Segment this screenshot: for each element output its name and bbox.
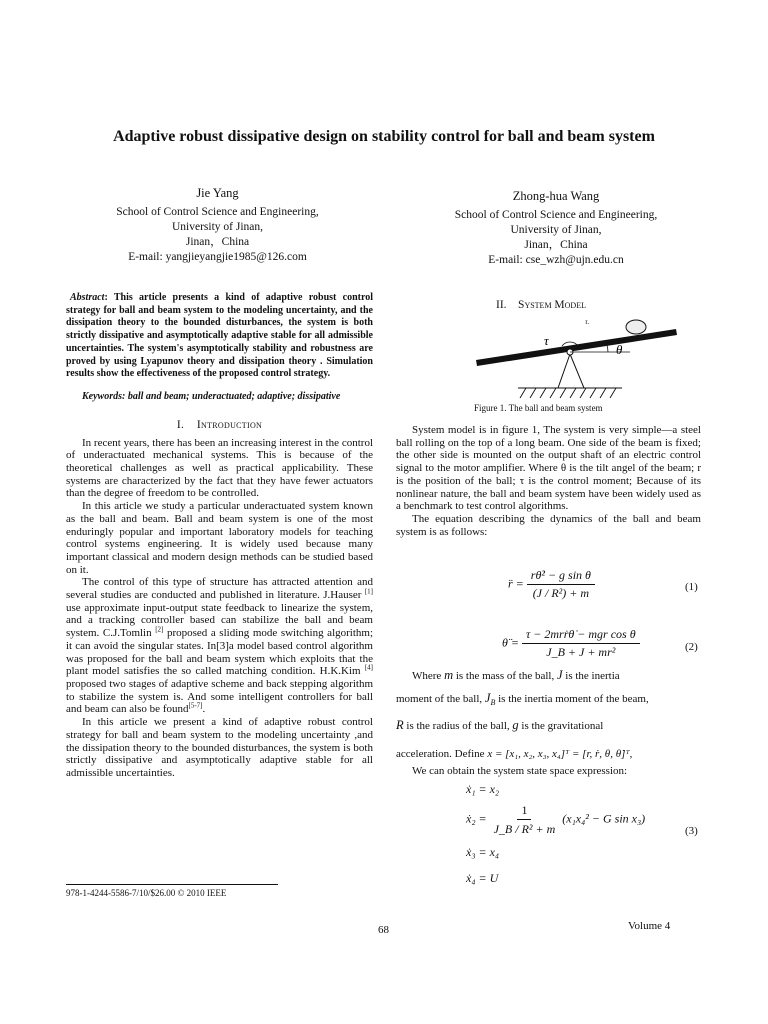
text-run: is the mass of the ball, bbox=[455, 670, 555, 682]
text-run: acceleration. Define bbox=[396, 748, 485, 761]
author-email: E-mail: yangjieyangjie1985@126.com bbox=[128, 251, 307, 263]
equation-denominator: J_B / R² + m bbox=[493, 822, 556, 836]
state-equation: ẋ₃ = x₄ bbox=[466, 845, 500, 859]
angle-arc bbox=[607, 345, 608, 352]
section-title: Introduction bbox=[196, 418, 263, 431]
copyright-footnote: 978-1-4244-5586-7/10/$26.00 © 2010 IEEE bbox=[66, 888, 227, 898]
text-run: use approximate input-output state feedback to linearize the system, and a tracking controller based can stabilize the ball and beam system. C.J.Tomlin bbox=[66, 601, 373, 640]
keywords: Keywords: ball and beam; underactuated; adaptive; dissipative bbox=[82, 390, 341, 402]
paragraph: The equation describing the dynamics of the ball and beam system is as follows: bbox=[396, 512, 701, 538]
author-name: Zhong-hua Wang bbox=[512, 189, 600, 203]
equation-2 bbox=[502, 627, 640, 660]
author-email: E-mail: cse_wzh@ujn.edu.cn bbox=[488, 254, 624, 266]
footnote-rule bbox=[66, 884, 278, 885]
tau-small-label: τ. bbox=[585, 318, 590, 326]
variable: m bbox=[444, 668, 454, 682]
text-run: moment of the ball, bbox=[396, 693, 483, 705]
support-leg bbox=[558, 354, 570, 388]
text-run: is the radius of the ball, bbox=[406, 720, 510, 733]
section-number: I. bbox=[176, 418, 185, 431]
state-equation bbox=[466, 802, 645, 837]
section-number: II. bbox=[496, 299, 507, 311]
equation-numerator: rθ̇² − g sin θ bbox=[527, 568, 595, 585]
equation-lhs: r̈ = bbox=[508, 576, 524, 591]
figure-caption: Figure 1. The ball and beam system bbox=[474, 403, 603, 413]
paragraph: In recent years, there has been an increasing interest in the control of underactuated mechanical systems. This is because of the theoretical challenges as well as practical applicability. These systems are characterized by the fact that they have fewer actuators than the degree of freedom to be controlled. bbox=[66, 436, 373, 500]
author-name: Jie Yang bbox=[196, 186, 239, 200]
variable-definitions bbox=[396, 664, 701, 777]
equation-denominator: J_B + J + mr² bbox=[546, 645, 616, 659]
state-equation: ẋ₁ = x₂ bbox=[466, 782, 500, 796]
volume-label: Volume 4 bbox=[628, 920, 671, 932]
abstract bbox=[66, 292, 373, 381]
text-run: . bbox=[202, 703, 206, 716]
equation-numerator: 1 bbox=[517, 802, 531, 820]
author-affiliation: University of Jinan, bbox=[171, 221, 264, 233]
equation-number: (2) bbox=[685, 641, 698, 653]
variable-subscript: B bbox=[490, 698, 496, 708]
equation-lhs: θ̈ = bbox=[502, 635, 519, 650]
text-run: proposed two stages of adaptive scheme and back stepping algorithm to stabilize the system is. And some intelligent controllers for ball and beam can also be found bbox=[66, 677, 373, 716]
abstract-label: Abstract bbox=[70, 292, 105, 303]
citation: [5-7] bbox=[188, 701, 203, 710]
text-run: proposed a sliding mode switching algorithm; it can avoid the singular states. In[3]a model based control algorithm was proposed for the ball and beam system which exploits that the plant model satisfies the so called matching condition. H.K.Kim bbox=[66, 627, 374, 678]
equation-1 bbox=[508, 568, 595, 601]
equation-term: (x₁x₄² − G sin x₃) bbox=[562, 811, 646, 826]
section-heading-system-model bbox=[496, 299, 586, 311]
variable: J bbox=[556, 668, 563, 682]
text-run: , bbox=[629, 748, 633, 761]
text-run: is the gravitational bbox=[521, 720, 604, 733]
ball bbox=[626, 320, 646, 334]
state-vector-definition: x = [x₁, x₂, x₃, x₄]ᵀ = [r, ṙ, θ, θ̇]ᵀ bbox=[487, 748, 630, 761]
text-run: is the inertia moment of the beam, bbox=[498, 693, 649, 705]
author-affiliation: School of Control Science and Engineering, bbox=[116, 206, 319, 218]
beam bbox=[476, 329, 677, 366]
ball-beam-figure bbox=[470, 318, 688, 406]
text-run: Where bbox=[412, 670, 442, 682]
variable: g bbox=[512, 718, 519, 733]
equation-3 bbox=[466, 778, 645, 889]
right-column bbox=[396, 424, 701, 538]
equation-numerator: τ − 2mrṙθ̇ − mgr cos θ bbox=[522, 627, 640, 644]
theta-label: θ bbox=[616, 342, 623, 357]
text-run: is the inertia bbox=[565, 670, 620, 682]
equation-lhs: ẋ₂ = bbox=[466, 811, 487, 826]
author-affiliation: Jinan，China bbox=[185, 236, 250, 248]
author-block-right bbox=[398, 189, 714, 268]
left-column bbox=[66, 292, 373, 780]
variable: R bbox=[396, 718, 404, 733]
ground-hatching bbox=[520, 388, 616, 398]
equation-number: (1) bbox=[685, 581, 698, 593]
page-number: 68 bbox=[378, 924, 389, 936]
paragraph: In this article we present a kind of adaptive robust control strategy for ball and beam system to the modeling uncertainty ,and the dissipation theory to the bounded disturbances, the system is both strictly dissipative and asymptotically adaptive stable for all admissible uncertainties. bbox=[66, 716, 373, 779]
citation: [2] bbox=[155, 625, 164, 634]
paragraph bbox=[66, 576, 373, 716]
equation-number: (3) bbox=[685, 825, 698, 837]
paper-title: Adaptive robust dissipative design on stability control for ball and beam system bbox=[113, 128, 655, 145]
text-run: We can obtain the system state space expression: bbox=[412, 765, 628, 778]
equation-denominator: (J / R²) + m bbox=[532, 586, 590, 600]
text-run: The control of this type of structure has attracted attention and several studies are conducted and published in literature. J.Hauser bbox=[66, 576, 373, 602]
section-heading-introduction bbox=[66, 419, 373, 432]
author-affiliation: School of Control Science and Engineering, bbox=[454, 209, 658, 221]
tau-label: τ bbox=[544, 333, 549, 348]
variable: J bbox=[484, 691, 491, 705]
abstract-text: : This article presents a kind of adaptive robust control strategy for ball and beam system to the modeling uncertainty, and the dissipation theory to the bounded disturbances, the system is both strictly dissipative and asymptotically adaptive stable for all admissible uncertainties. The system's asymptotically stability and robustness are proved by using Lyapunov theory and dissipation theory . Simulation results show the effectiveness of the proposed control strategy. bbox=[66, 292, 373, 380]
author-affiliation: University of Jinan, bbox=[510, 224, 602, 236]
author-block-left bbox=[65, 186, 370, 265]
state-equation: ẋ₄ = U bbox=[466, 871, 499, 885]
author-affiliation: Jinan，China bbox=[524, 239, 588, 251]
paragraph: System model is in figure 1, The system is very simple—a steel ball rolling on the top of a long beam. One side of the beam is fixed; the other side is mounted on the output shaft of an electric control signal to the motor amplifier. Where θ is the tilt angel of the beam; r is the position of the ball; τ is the control moment; Because of its nonlinear nature, the ball and beam system have been widely used as a benchmark to test control algorithms. bbox=[396, 424, 701, 513]
support-leg bbox=[570, 354, 584, 388]
citation: [4] bbox=[364, 663, 373, 672]
paragraph: In this article we study a particular underactuated system known as the ball and beam. Ball and beam system is one of the most enduringly popular and important laboratory models for teaching control systems engineering. It is widely used because many important classical and modern design methods can be studied based on it. bbox=[66, 500, 373, 576]
section-title: System Model bbox=[518, 299, 586, 311]
citation: [1] bbox=[364, 587, 373, 596]
